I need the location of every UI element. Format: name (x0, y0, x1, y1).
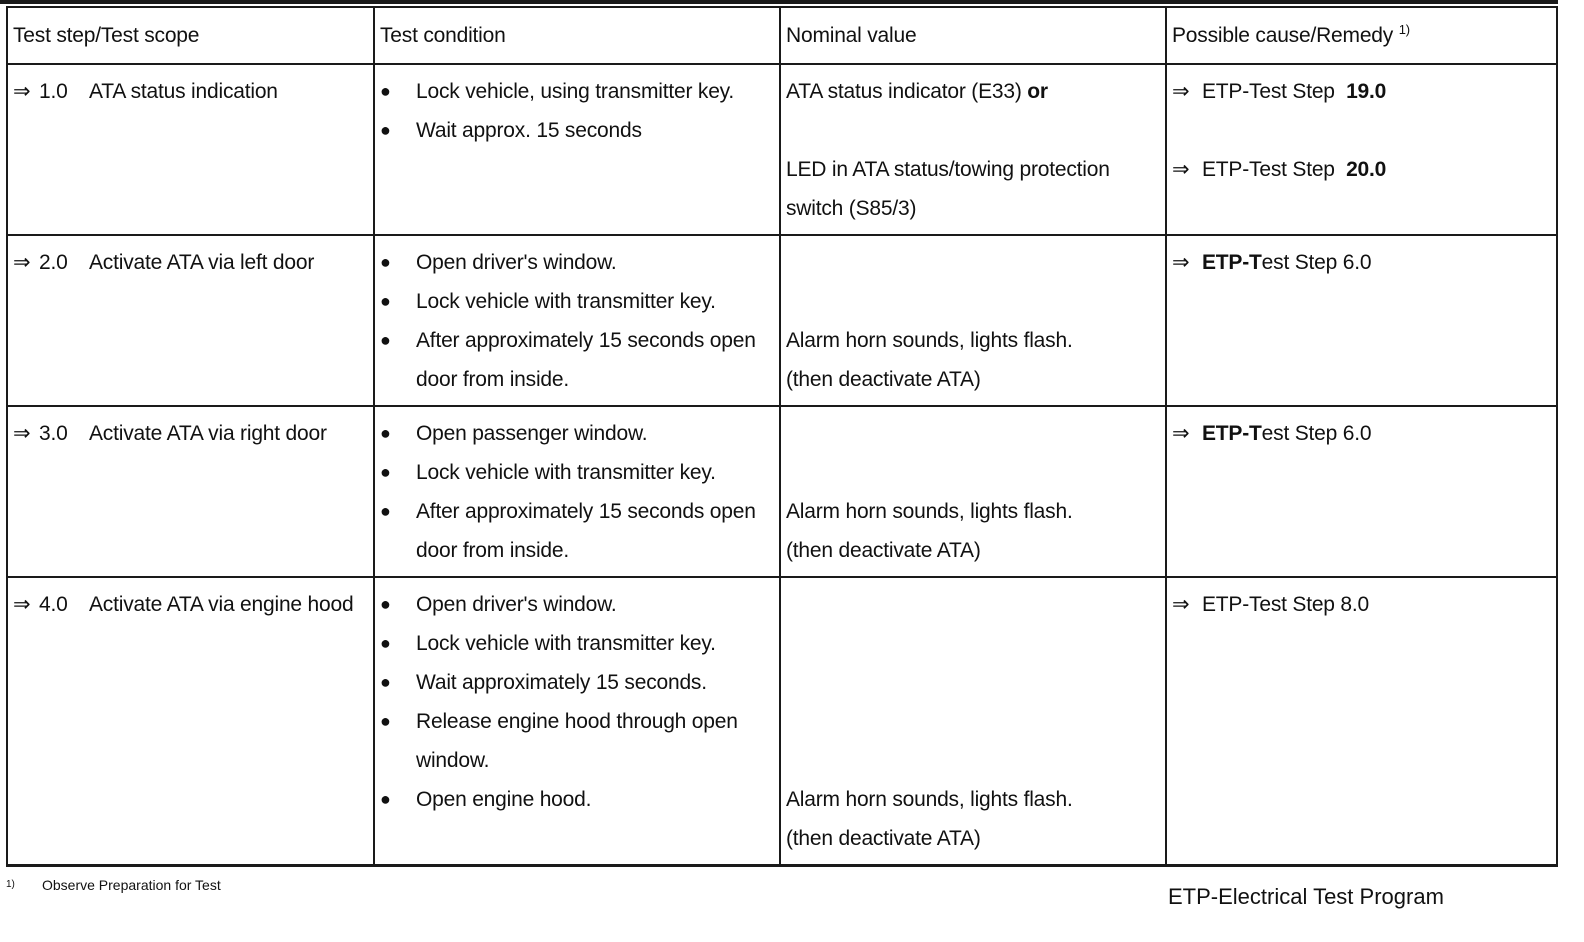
cell-test-scope (7, 235, 374, 406)
top-border-line (0, 0, 1558, 4)
cell-test-condition (374, 64, 780, 235)
arrow-icon: ⇒ (1172, 158, 1190, 181)
arrow-icon: ⇒ (1172, 80, 1190, 103)
remedy-link[interactable]: ⇒ ETP-Test Step 6.0 (1172, 243, 1550, 282)
program-label: ETP-Electrical Test Program (1168, 884, 1444, 909)
table-header-row (7, 7, 1557, 64)
step-scope: Activate ATA via left door (89, 251, 315, 274)
arrow-icon: ⇒ (13, 80, 31, 103)
cell-test-condition (374, 406, 780, 577)
footnote (6, 876, 221, 894)
bullet-icon: ● (380, 423, 391, 443)
cell-test-scope (7, 64, 374, 235)
bullet-icon: ● (380, 501, 391, 521)
condition-item: ● Lock vehicle, using transmitter key. (380, 72, 773, 111)
nominal-line: ATA status indicator (E33) or (786, 80, 1048, 103)
condition-item: ● Wait approximately 15 seconds. (380, 663, 773, 702)
remedy-link[interactable]: ⇒ ETP-Test Step 6.0 (1172, 414, 1550, 453)
bullet-icon: ● (380, 120, 391, 140)
bullet-icon: ● (380, 81, 391, 101)
bullet-icon: ● (380, 789, 391, 809)
table-row (7, 406, 1557, 577)
condition-item: ● Open passenger window. (380, 414, 773, 453)
bullet-icon: ● (380, 711, 391, 731)
header-remedy-footnote-mark: 1) (1398, 22, 1410, 37)
step-scope: Activate ATA via engine hood (89, 593, 354, 616)
nominal-or: or (1027, 80, 1048, 103)
cell-remedy (1166, 577, 1557, 866)
step-number: 1.0 (39, 80, 68, 103)
cell-remedy (1166, 235, 1557, 406)
header-nominal-value: Nominal value (780, 7, 1166, 64)
header-test-condition: Test condition (374, 7, 780, 64)
nominal-line: Alarm horn sounds, lights flash. (786, 788, 1073, 811)
arrow-icon: ⇒ (1172, 593, 1190, 616)
cell-test-scope (7, 406, 374, 577)
arrow-icon: ⇒ (13, 593, 31, 616)
step-number: 2.0 (39, 251, 68, 274)
arrow-icon: ⇒ (13, 251, 31, 274)
condition-item: ● After approximately 15 seconds open door from inside. (380, 321, 773, 399)
header-remedy (1166, 7, 1557, 64)
step-number: 3.0 (39, 422, 68, 445)
bullet-icon: ● (380, 462, 391, 482)
step-scope: ATA status indication (89, 80, 278, 103)
condition-item: ● Lock vehicle with transmitter key. (380, 453, 773, 492)
cell-nominal-value (780, 406, 1166, 577)
condition-item: ● Wait approx. 15 seconds (380, 111, 773, 150)
condition-item: ● Lock vehicle with transmitter key. (380, 624, 773, 663)
condition-item: ● Lock vehicle with transmitter key. (380, 282, 773, 321)
footnote-mark: 1) (6, 879, 15, 890)
ata-test-table (6, 6, 1558, 867)
condition-item: ● Open engine hood. (380, 780, 773, 819)
nominal-line: (then deactivate ATA) (786, 368, 981, 391)
cell-test-condition (374, 577, 780, 866)
table-row (7, 577, 1557, 866)
cell-test-scope (7, 577, 374, 866)
cell-nominal-value (780, 577, 1166, 866)
table-row (7, 235, 1557, 406)
bullet-icon: ● (380, 330, 391, 350)
remedy-link[interactable]: ⇒ ETP-Test Step 8.0 (1172, 585, 1550, 624)
cell-remedy (1166, 64, 1557, 235)
arrow-icon: ⇒ (1172, 422, 1190, 445)
arrow-icon: ⇒ (1172, 251, 1190, 274)
remedy-link[interactable]: ⇒ ETP-Test Step 19.0 (1172, 72, 1550, 111)
condition-item: ● Open driver's window. (380, 243, 773, 282)
step-number: 4.0 (39, 593, 68, 616)
condition-item: ● After approximately 15 seconds open door from inside. (380, 492, 773, 570)
cell-nominal-value (780, 235, 1166, 406)
bullet-icon: ● (380, 672, 391, 692)
nominal-line: (then deactivate ATA) (786, 827, 981, 850)
cell-nominal-value (780, 64, 1166, 235)
bullet-icon: ● (380, 633, 391, 653)
nominal-line: Alarm horn sounds, lights flash. (786, 500, 1073, 523)
table-row (7, 64, 1557, 235)
nominal-line: Alarm horn sounds, lights flash. (786, 329, 1073, 352)
bullet-icon: ● (380, 594, 391, 614)
cell-remedy (1166, 406, 1557, 577)
remedy-link[interactable]: ⇒ ETP-Test Step 20.0 (1172, 150, 1550, 189)
condition-item: ● Release engine hood through open window. (380, 702, 773, 780)
header-test-scope: Test step/Test scope (7, 7, 374, 64)
condition-item: ● Open driver's window. (380, 585, 773, 624)
header-remedy-label: Possible cause/Remedy (1172, 24, 1394, 47)
nominal-line: (then deactivate ATA) (786, 539, 981, 562)
bullet-icon: ● (380, 252, 391, 272)
footnote-text: Observe Preparation for Test (42, 877, 221, 893)
arrow-icon: ⇒ (13, 422, 31, 445)
bullet-icon: ● (380, 291, 391, 311)
nominal-line: LED in ATA status/towing protection switch (S85/3) (786, 158, 1110, 220)
step-scope: Activate ATA via right door (89, 422, 327, 445)
cell-test-condition (374, 235, 780, 406)
